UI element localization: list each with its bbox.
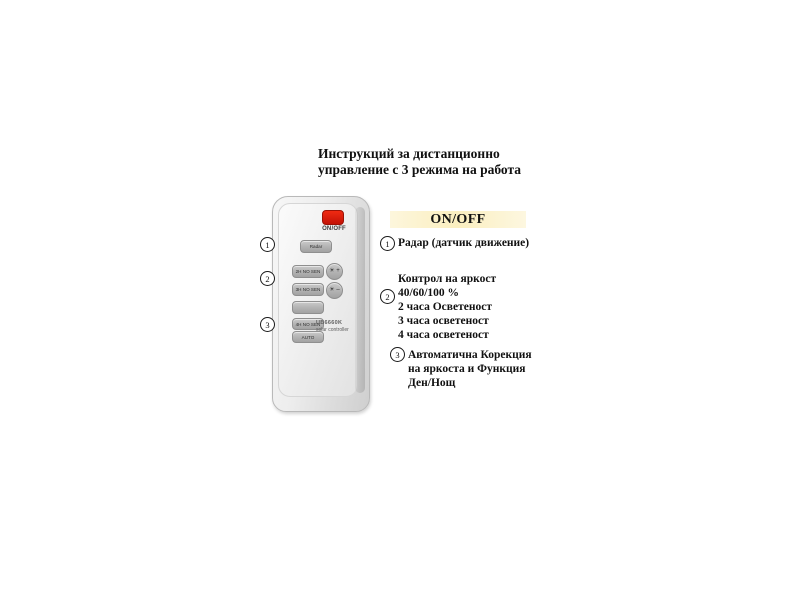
callout-marker-3: 3 [260, 317, 275, 332]
legend-item-2-line-1: Контрол на яркост [398, 273, 497, 285]
legend-marker-2: 2 [380, 289, 395, 304]
title-line-2: управление с 3 режима на работа [318, 162, 522, 177]
page-title [318, 146, 578, 178]
power-button-label: ON/OFF [322, 226, 346, 232]
remote-side-edge [355, 207, 365, 393]
onoff-banner [390, 211, 526, 228]
power-button[interactable] [322, 210, 344, 225]
sen-4h-key[interactable]: 4H NO SEN [292, 318, 324, 330]
onoff-banner-label: ON/OFF [430, 211, 486, 227]
legend-item-1 [398, 236, 578, 250]
legend-marker-3: 3 [390, 347, 405, 362]
legend-item-3-line-1: Автоматична Корекция [408, 349, 532, 361]
legend-marker-1: 1 [380, 236, 395, 251]
remote-face-panel [278, 203, 358, 397]
sen-2h-key[interactable]: 2H NO SEN [292, 265, 324, 278]
legend-item-2-line-2: 40/60/100 % [398, 287, 460, 299]
callout-marker-2: 2 [260, 271, 275, 286]
brightness-up-key[interactable]: ☀ + [326, 263, 343, 280]
brightness-down-key[interactable]: ☀ – [326, 282, 343, 299]
remote-brand [316, 320, 368, 334]
callout-marker-1: 1 [260, 237, 275, 252]
legend-item-2-line-3: 2 часа Осветеност [398, 301, 492, 313]
legend-item-2-line-5: 4 часа осветеност [398, 329, 489, 341]
legend-item-2 [398, 272, 578, 342]
legend-item-3 [408, 348, 588, 390]
legend-item-1-line-1: Радар (датчик движение) [398, 237, 530, 249]
radar-key[interactable]: Radar [300, 240, 332, 253]
auto-key[interactable]: AUTO [292, 331, 324, 343]
legend-item-3-line-2: на яркоста и Функция [408, 363, 526, 375]
remote-model-label: UB6660K [316, 320, 343, 326]
sen-4h-key-blank[interactable] [292, 301, 324, 314]
legend-item-2-line-4: 3 часа осветеност [398, 315, 489, 327]
title-line-1: Инструкций за дистанционно [318, 146, 500, 161]
remote-type-label: solar controller [316, 327, 349, 333]
legend-item-3-line-3: Ден/Нощ [408, 377, 456, 389]
sen-3h-key[interactable]: 3H NO SEN [292, 283, 324, 296]
